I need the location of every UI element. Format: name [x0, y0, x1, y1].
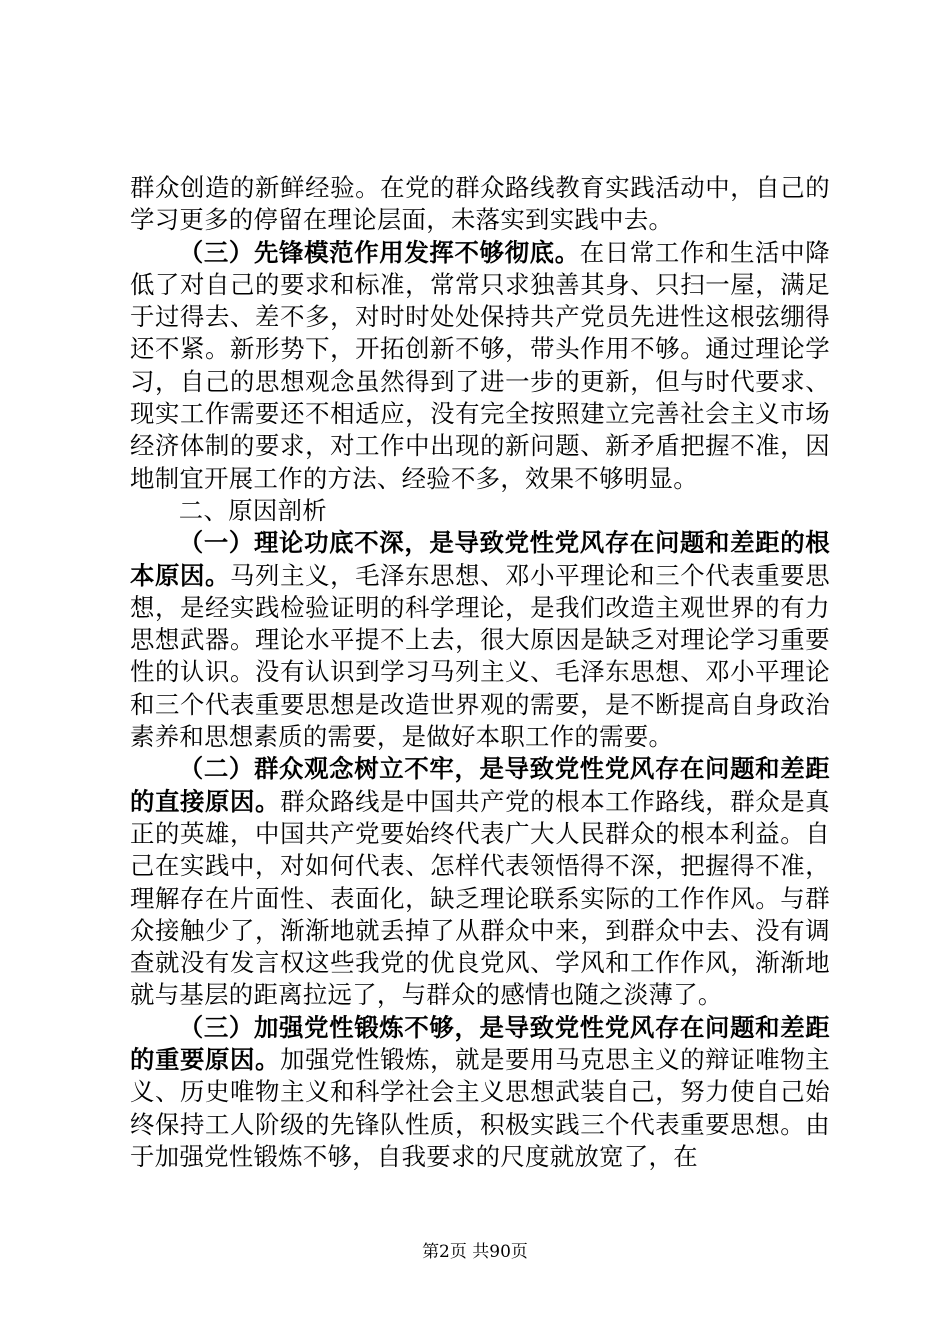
- paragraph-text: 群众路线是中国共产党的根本工作路线，群众是真正的英雄，中国共产党要始终代表广大人民群众的根本利益。自己在实践中，对如何代表、怎样代表领悟得不深，把握得不准，理解存在片面性、表面化，缺乏理论联系实际的工作作风。与群众接触少了，渐渐地就丢掉了从群众中来，到群众中去、没有调查就没有发言权这些我党的优良党风、学风和工作作风，渐渐地就与基层的距离拉远了，与群众的感情也随之淡薄了。: [130, 786, 830, 1010]
- paragraph-theory-foundation: [130, 527, 830, 753]
- page-number-label: 第2页 共90页: [422, 1242, 528, 1262]
- page-footer: [0, 1240, 950, 1264]
- paragraph-continuation: [130, 172, 830, 237]
- document-body: [130, 172, 830, 1173]
- paragraph-heading: （三）先锋模范作用发挥不够彻底。: [178, 237, 580, 267]
- paragraph-text: 马列主义，毛泽东思想、邓小平理论和三个代表重要思想，是经实践检验证明的科学理论，是我们改造主观世界的有力思想武器。理论水平提不上去，很大原因是缺乏对理论学习重要性的认识。没有认识到学习马列主义、毛泽东思想、邓小平理论和三个代表重要思想是改造世界观的需要，是不断提高自身政治素养和思想素质的需要，是做好本职工作的需要。: [130, 560, 830, 752]
- paragraph-text: 群众创造的新鲜经验。在党的群众路线教育实践活动中，自己的学习更多的停留在理论层面，未落实到实践中去。: [130, 173, 830, 235]
- paragraph-text: 加强党性锻炼，就是要用马克思主义的辩证唯物主义、历史唯物主义和科学社会主义思想武装自己，努力使自己始终保持工人阶级的先锋队性质，积极实践三个代表重要思想。由于加强党性锻炼不够，自我要求的尺度就放宽了，在: [130, 1045, 830, 1171]
- section-heading-cause-analysis: [130, 495, 830, 527]
- paragraph-heading: （一）理论功底不深，是导致党性党风存在问题和差距的根本原因。: [130, 528, 830, 590]
- paragraph-heading: （三）加强党性锻炼不够，是导致党性党风存在问题和差距的重要原因。: [130, 1012, 830, 1075]
- paragraph-text: 在日常工作和生活中降低了对自己的要求和标准，常常只求独善其身、只扫一屋，满足于过得去、差不多，对时时处处保持共产党员先进性这根弦绷得还不紧。新形势下，开拓创新不够，带头作用不够。通过理论学习，自己的思想观念虽然得到了进一步的更新，但与时代要求、现实工作需要还不相适应，没有完全按照建立完善社会主义市场经济体制的要求，对工作中出现的新问题、新矛盾把握不准，因地制宜开展工作的方法、经验不多，效果不够明显。: [130, 237, 830, 493]
- paragraph-vanguard-role: [130, 237, 830, 495]
- section-heading-text: 二、原因剖析: [178, 495, 327, 525]
- paragraph-heading: （二）群众观念树立不牢，是导致党性党风存在问题和差距的直接原因。: [130, 754, 830, 816]
- paragraph-party-training: [130, 1012, 830, 1173]
- paragraph-mass-concept: [130, 753, 830, 1011]
